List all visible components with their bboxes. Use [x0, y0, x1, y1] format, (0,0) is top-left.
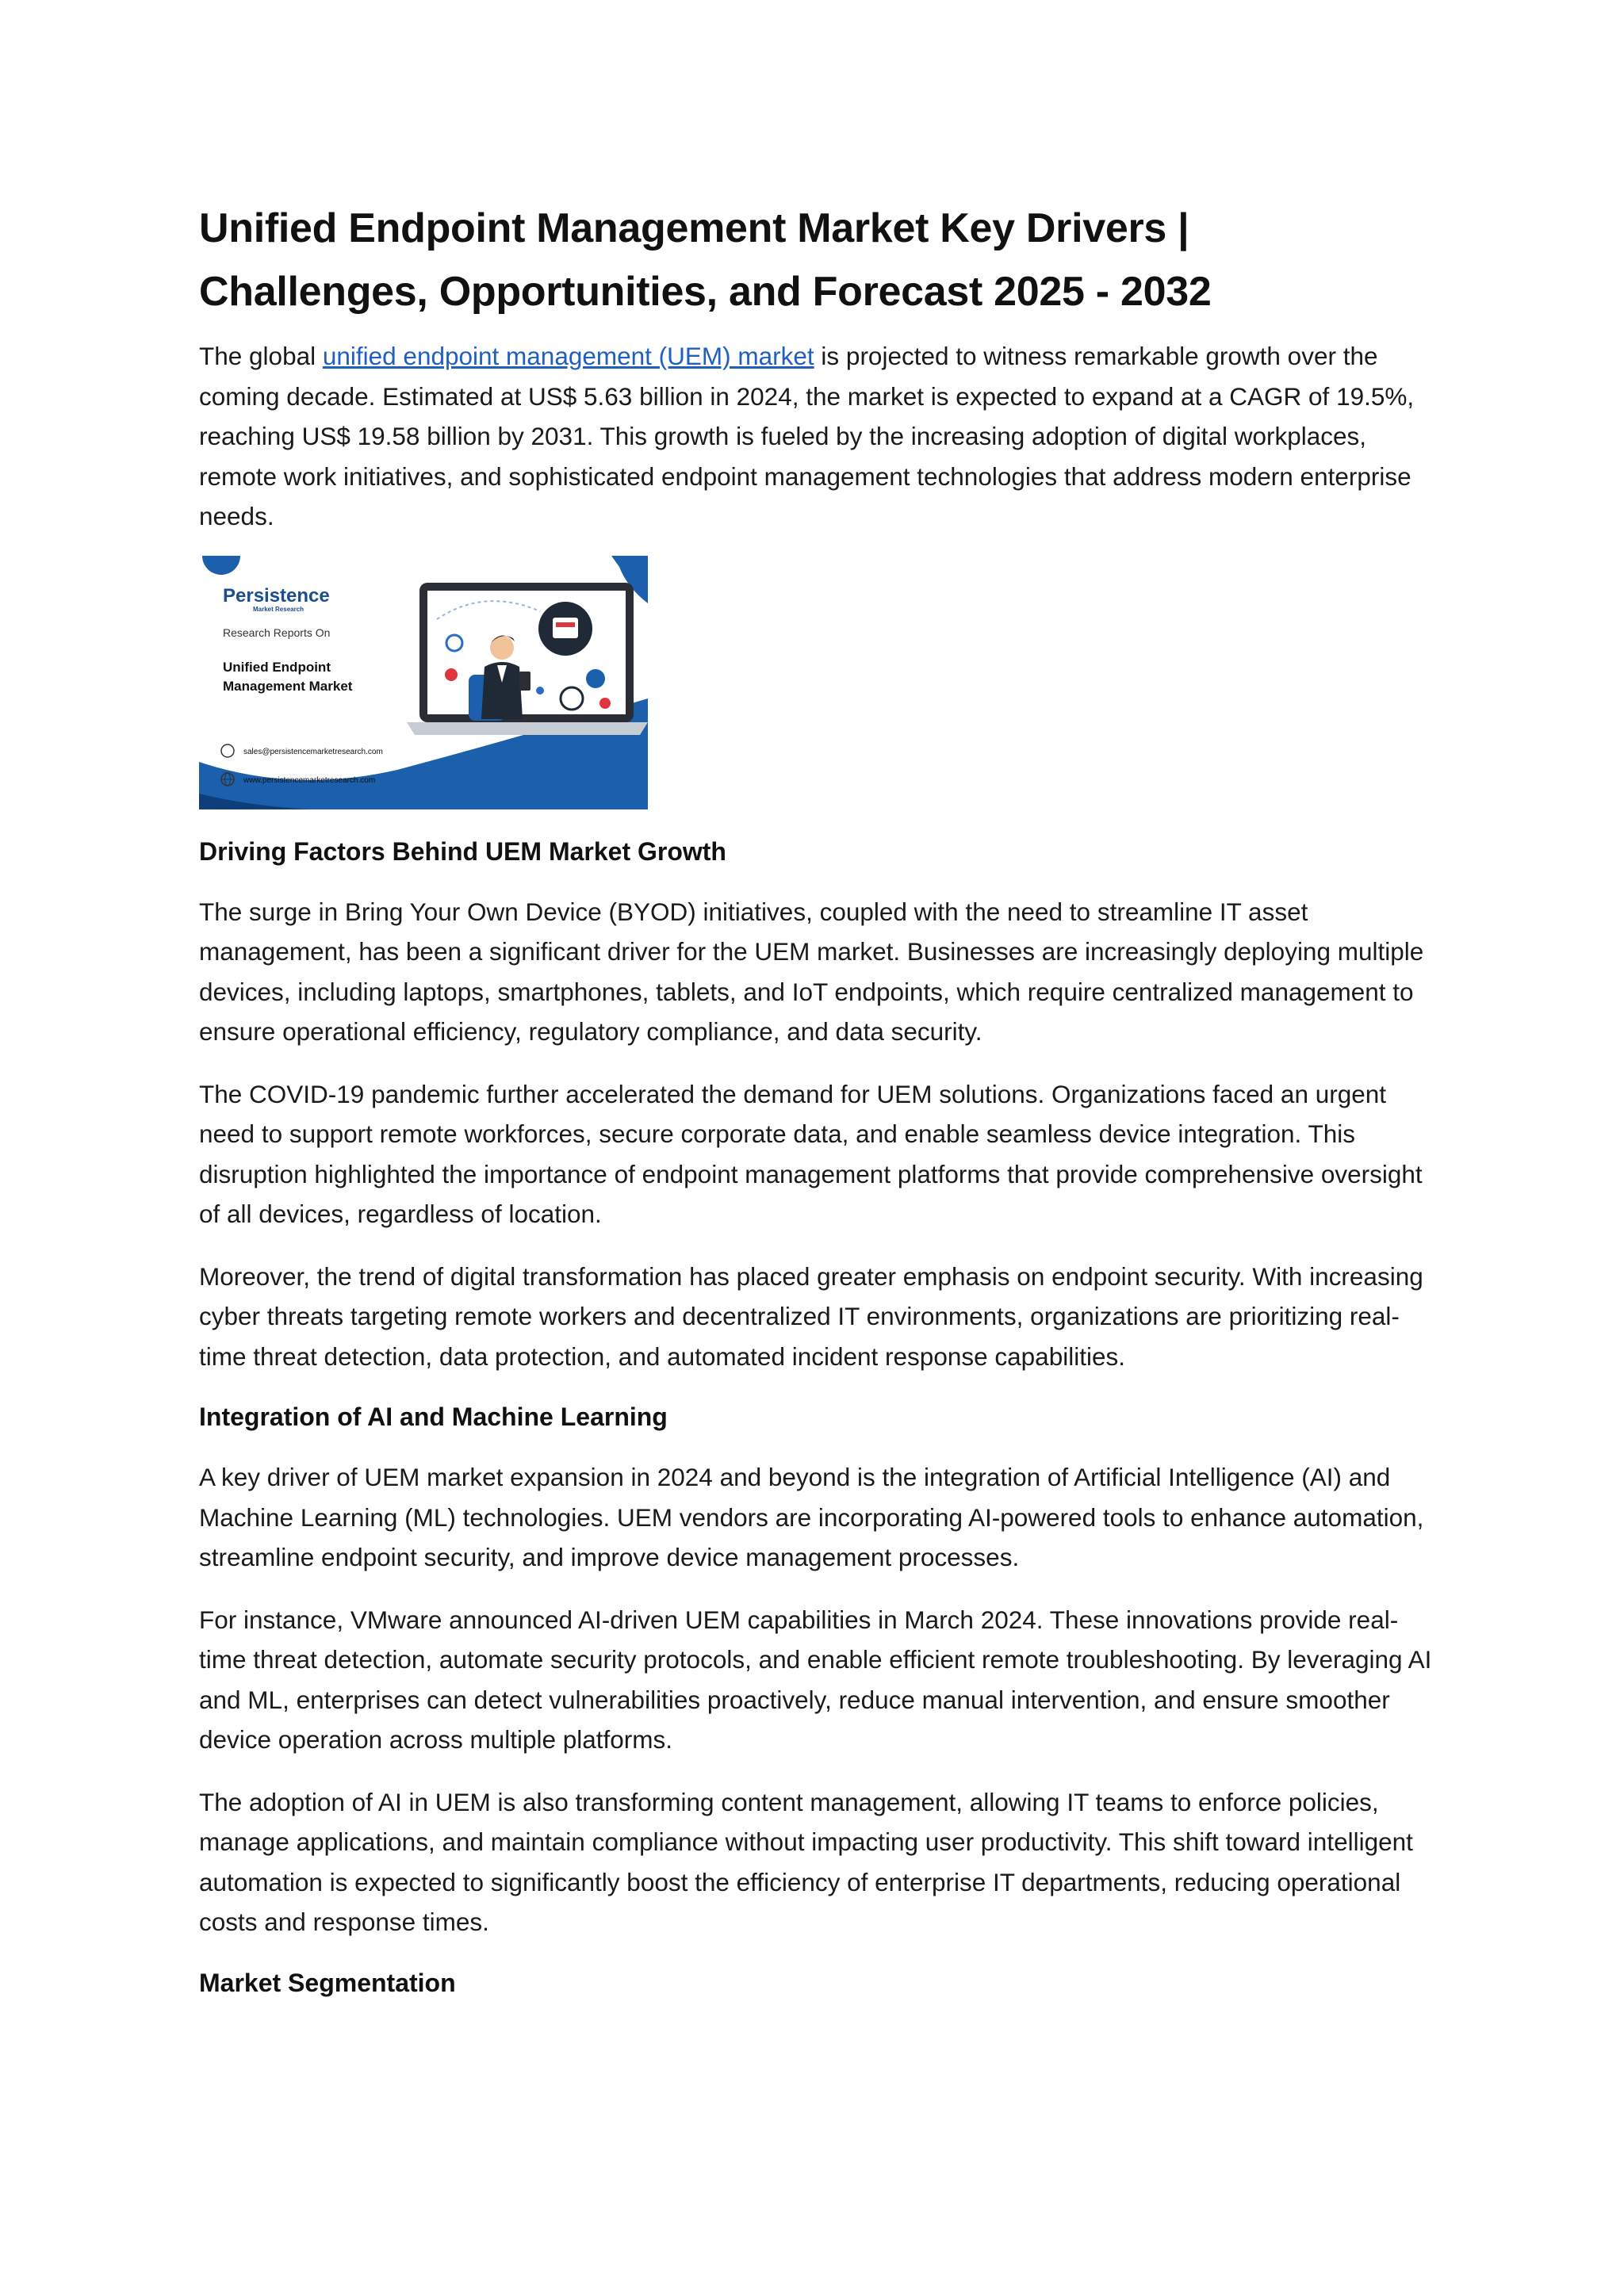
laptop-screen	[427, 591, 626, 714]
section-heading-market-segmentation: Market Segmentation	[199, 1968, 456, 1997]
intro-prefix: The global	[199, 342, 323, 370]
banner-brand-sub: Market Research	[253, 605, 304, 613]
banner-email: sales@persistencemarketresearch.com	[243, 747, 383, 756]
paragraph: The COVID-19 pandemic further accelerated the demand for UEM solutions. Organizations faced an urgent need to support remote workforces, secure corporate data, and enable seamless device integration. This disruption highlighted the importance of endpoint management platforms that provide comprehensive oversight of all devices, regardless of location.	[199, 1079, 1423, 1228]
banner-market-line-1: Unified Endpoint	[223, 659, 331, 675]
paragraph: The surge in Bring Your Own Device (BYOD) initiatives, coupled with the need to streamline IT asset management, has been a significant driver for the UEM market. Businesses are increasingly deploying multiple devices, including laptops, smartphones, tablets, and IoT endpoints, which require centralized management to ensure operational efficiency, regulatory compliance, and data security.	[199, 897, 1424, 1046]
paragraph: A key driver of UEM market expansion in 2024 and beyond is the integration of Artificial Intelligence (AI) and Machine Learning (ML) technologies. UEM vendors are incorporating AI-powered tools to enhance automation, streamline endpoint security, and improve device management processes.	[199, 1463, 1424, 1571]
intro-paragraph	[199, 336, 1436, 537]
paragraph: Moreover, the trend of digital transformation has placed greater emphasis on endpoint security. With increasing cyber threats targeting remote workers and decentralized IT environments, organizations are prioritizing real-time threat detection, data protection, and automated incident response capabilities.	[199, 1261, 1423, 1371]
smartphone-icon	[519, 672, 530, 691]
businessman-head	[490, 636, 514, 660]
section-heading-driving-factors: Driving Factors Behind UEM Market Growth	[199, 836, 726, 866]
document-page	[199, 197, 1436, 2003]
email-icon	[221, 744, 234, 757]
page-title-line-1: Unified Endpoint Management Market Key Drivers |	[199, 205, 1189, 251]
laptop-base	[407, 722, 648, 735]
banner-research-label: Research Reports On	[223, 626, 331, 639]
banner-market-line-2: Management Market	[223, 678, 353, 694]
section-heading-ai-ml: Integration of AI and Machine Learning	[199, 1402, 668, 1431]
corner-decoration-top-left	[202, 556, 240, 575]
report-banner-illustration	[199, 556, 648, 809]
report-banner-image	[199, 556, 648, 809]
page-title	[199, 197, 1436, 323]
paragraph: The adoption of AI in UEM is also transforming content management, allowing IT teams to enforce policies, manage applications, and maintain compliance without impacting user productivity. This shift toward intelligent automation is expected to significantly boost the efficiency of enterprise IT departments, reducing operational costs and response times.	[199, 1787, 1413, 1936]
page-title-line-2: Challenges, Opportunities, and Forecast 2025 - 2032	[199, 269, 1212, 315]
banner-brand: Persistence	[223, 584, 330, 607]
paragraph: For instance, VMware announced AI-driven UEM capabilities in March 2024. These innovations provide real-time threat detection, automate security protocols, and enable efficient remote troubleshooting. By leveraging AI and ML, enterprises can detect vulnerabilities proactively, reduce manual intervention, and ensure smoother device operation across multiple platforms.	[199, 1605, 1432, 1754]
uem-market-link[interactable]: unified endpoint management (UEM) market	[322, 342, 814, 370]
banner-website: www.persistencemarketresearch.com	[243, 775, 376, 785]
intro-suffix: is projected to witness remarkable growth over the coming decade. Estimated at US$ 5.63 billion in 2024, the market is expected to expand at a CAGR of 19.5%, reaching US$ 19.58 billion by 2031. This growth is fueled by the increasing adoption of digital workplaces, remote work initiatives, and sophisticated endpoint management technologies that address modern enterprise needs.	[199, 342, 1415, 530]
